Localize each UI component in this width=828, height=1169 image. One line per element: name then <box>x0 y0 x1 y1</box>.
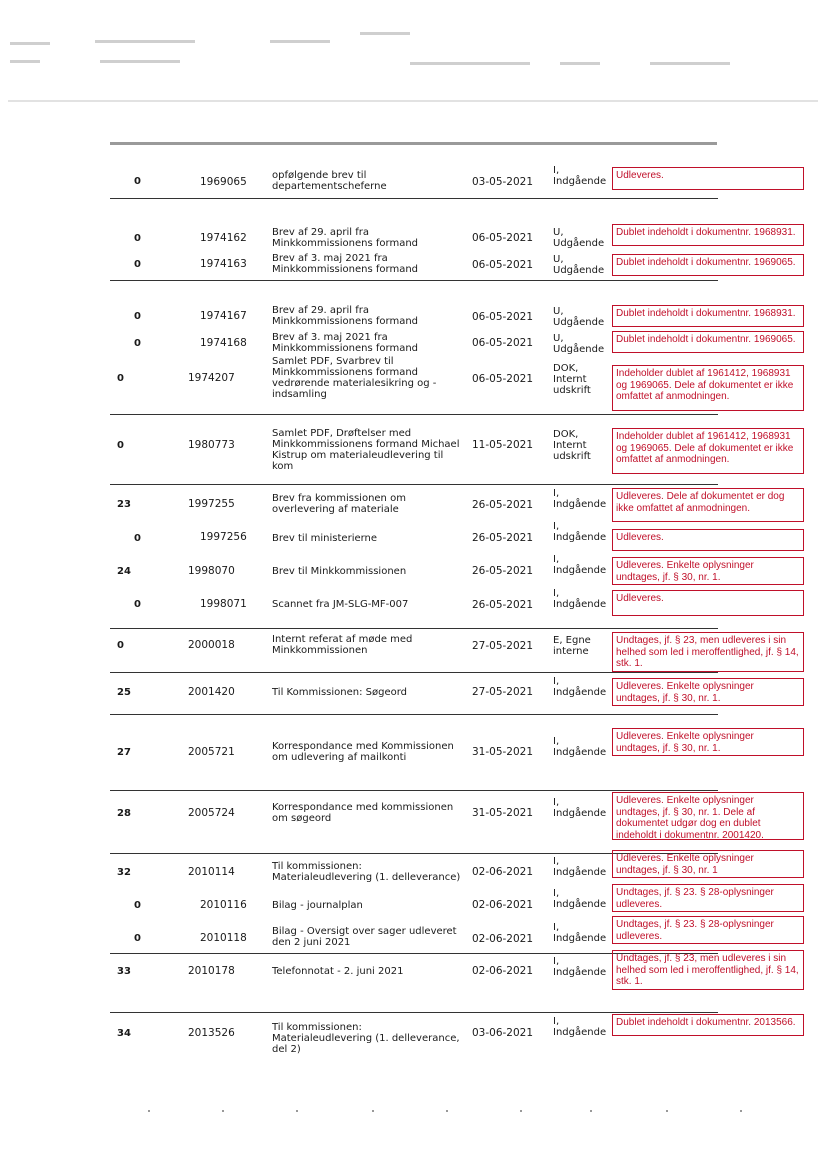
document-date: 02-06-2021 <box>472 866 534 878</box>
table-top-rule <box>110 142 717 145</box>
row-number: 0 <box>134 311 141 322</box>
row-separator <box>110 1012 718 1013</box>
disclosure-note: Udleveres. <box>612 529 804 551</box>
document-date: 26-05-2021 <box>472 532 534 544</box>
document-id: 2010114 <box>188 866 235 878</box>
disclosure-note: Dublet indeholdt i dokumentnr. 1969065. <box>612 331 804 353</box>
document-date: 03-05-2021 <box>472 176 534 188</box>
row-number: 0 <box>134 233 141 244</box>
row-number: 25 <box>117 687 131 698</box>
disclosure-note: Udleveres. Enkelte oplysninger undtages, jf. § 30, nr. 1. <box>612 678 804 706</box>
document-date: 27-05-2021 <box>472 686 534 698</box>
document-title: Telefonnotat - 2. juni 2021 <box>272 966 404 977</box>
document-date: 26-05-2021 <box>472 599 534 611</box>
document-id: 1974207 <box>188 372 235 384</box>
document-date: 06-05-2021 <box>472 232 534 244</box>
document-title: Korrespondance med Kommissionen om udlevering af mailkonti <box>272 741 454 763</box>
disclosure-note: Dublet indeholdt i dokumentnr. 2013566. <box>612 1014 804 1036</box>
row-number: 34 <box>117 1028 131 1039</box>
scan-dust <box>0 1110 828 1114</box>
row-number: 0 <box>134 533 141 544</box>
row-number: 0 <box>117 373 124 384</box>
disclosure-note: Udleveres. Enkelte oplysninger undtages, jf. § 30, nr. 1. Dele af dokumentet udgør dog en dublet indeholdt i dokumentnr. 2001420. <box>612 792 804 840</box>
document-date: 26-05-2021 <box>472 499 534 511</box>
row-number: 0 <box>134 259 141 270</box>
document-type: I, Indgående <box>553 1016 607 1038</box>
row-number: 0 <box>117 440 124 451</box>
disclosure-note: Undtages, jf. § 23, men udleveres i sin helhed som led i meroffentlighed, jf. § 14, stk. 1. <box>612 950 804 990</box>
disclosure-note: Udleveres. Enkelte oplysninger undtages, jf. § 30, nr. 1 <box>612 850 804 878</box>
document-id: 1980773 <box>188 439 235 451</box>
document-title: Korrespondance med kommissionen om søgeord <box>272 802 454 824</box>
document-id: 2010116 <box>200 899 247 911</box>
document-title: Til kommissionen: Materialeudlevering (1. delleverance) <box>272 861 461 883</box>
document-date: 02-06-2021 <box>472 965 534 977</box>
row-separator <box>110 198 718 199</box>
disclosure-note: Dublet indeholdt i dokumentnr. 1968931. <box>612 305 804 327</box>
document-title: Brev af 3. maj 2021 fra Minkkommissionens formand <box>272 332 419 354</box>
row-number: 32 <box>117 867 131 878</box>
document-type: I, Indgående <box>553 922 607 944</box>
document-id: 1997256 <box>200 531 247 543</box>
row-separator <box>110 714 718 715</box>
disclosure-note: Indeholder dublet af 1961412, 1968931 og 1969065. Dele af dokumentet er ikke omfattet af anmodningen. <box>612 428 804 474</box>
document-id: 2005721 <box>188 746 235 758</box>
document-id: 2010178 <box>188 965 235 977</box>
document-type: DOK, Internt udskrift <box>553 363 591 396</box>
document-id: 1998070 <box>188 565 235 577</box>
row-number: 23 <box>117 499 131 510</box>
document-type: I, Indgående <box>553 797 607 819</box>
document-date: 06-05-2021 <box>472 259 534 271</box>
document-id: 2001420 <box>188 686 235 698</box>
row-number: 0 <box>134 933 141 944</box>
document-date: 02-06-2021 <box>472 899 534 911</box>
row-separator <box>110 790 718 791</box>
document-id: 1997255 <box>188 498 235 510</box>
document-title: Bilag - Oversigt over sager udleveret den 2 juni 2021 <box>272 926 457 948</box>
document-title: Til Kommissionen: Søgeord <box>272 687 408 698</box>
row-separator <box>110 280 718 281</box>
document-type: I, Indgående <box>553 488 607 510</box>
document-title: opfølgende brev til departementscheferne <box>272 170 387 192</box>
document-title: Brev af 29. april fra Minkkommissionens formand <box>272 227 419 249</box>
document-type: I, Indgående <box>553 956 607 978</box>
document-type: DOK, Internt udskrift <box>553 429 591 462</box>
document-id: 1974162 <box>200 232 247 244</box>
document-title: Brev af 3. maj 2021 fra Minkkommissionens formand <box>272 253 419 275</box>
row-number: 27 <box>117 747 131 758</box>
row-number: 0 <box>117 640 124 651</box>
row-number: 28 <box>117 808 131 819</box>
document-title: Til kommissionen: Materialeudlevering (1. delleverance, del 2) <box>272 1022 460 1055</box>
document-type: I, Indgående <box>553 736 607 758</box>
document-type: I, Indgående <box>553 888 607 910</box>
document-title: Brev fra kommissionen om overlevering af materiale <box>272 493 406 515</box>
document-id: 1974167 <box>200 310 247 322</box>
document-id: 1974163 <box>200 258 247 270</box>
disclosure-note: Udleveres. <box>612 167 804 190</box>
document-type: I, Indgående <box>553 588 607 610</box>
document-type: I, Indgående <box>553 521 607 543</box>
document-id: 2000018 <box>188 639 235 651</box>
document-date: 31-05-2021 <box>472 746 534 758</box>
document-title: Brev til Minkkommissionen <box>272 566 407 577</box>
document-date: 11-05-2021 <box>472 439 534 451</box>
document-title: Scannet fra JM-SLG-MF-007 <box>272 599 409 610</box>
document-id: 1969065 <box>200 176 247 188</box>
document-type: I, Indgående <box>553 676 607 698</box>
document-title: Samlet PDF, Svarbrev til Minkkommissionens formand vedrørende materialesikring og -indsamling <box>272 356 437 400</box>
document-type: U, Udgående <box>553 254 605 276</box>
row-separator <box>110 414 718 415</box>
document-date: 06-05-2021 <box>472 311 534 323</box>
document-title: Brev til ministerierne <box>272 533 378 544</box>
document-id: 2013526 <box>188 1027 235 1039</box>
document-id: 2005724 <box>188 807 235 819</box>
document-type: U, Udgående <box>553 227 605 249</box>
disclosure-note: Udleveres. Enkelte oplysninger undtages, jf. § 30, nr. 1. <box>612 557 804 585</box>
document-type: I, Indgående <box>553 165 607 187</box>
row-separator <box>110 484 718 485</box>
disclosure-note: Udleveres. <box>612 590 804 616</box>
document-type: I, Indgående <box>553 554 607 576</box>
document-title: Internt referat af møde med Minkkommissionen <box>272 634 413 656</box>
document-date: 27-05-2021 <box>472 640 534 652</box>
document-date: 26-05-2021 <box>472 565 534 577</box>
row-number: 0 <box>134 338 141 349</box>
row-separator <box>110 672 718 673</box>
document-type: U, Udgående <box>553 306 605 328</box>
document-id: 2010118 <box>200 932 247 944</box>
disclosure-note: Undtages, jf. § 23, men udleveres i sin helhed som led i meroffentlighed, jf. § 14, stk. 1. <box>612 632 804 672</box>
disclosure-note: Indeholder dublet af 1961412, 1968931 og 1969065. Dele af dokumentet er ikke omfattet af anmodningen. <box>612 365 804 411</box>
document-date: 03-06-2021 <box>472 1027 534 1039</box>
document-title: Brev af 29. april fra Minkkommissionens formand <box>272 305 419 327</box>
disclosure-note: Udleveres. Dele af dokumentet er dog ikke omfattet af anmodningen. <box>612 488 804 522</box>
row-number: 0 <box>134 599 141 610</box>
disclosure-note: Undtages, jf. § 23. § 28-oplysninger udleveres. <box>612 884 804 912</box>
document-date: 31-05-2021 <box>472 807 534 819</box>
document-type: U, Udgående <box>553 333 605 355</box>
disclosure-note: Undtages, jf. § 23. § 28-oplysninger udleveres. <box>612 916 804 944</box>
document-title: Bilag - journalplan <box>272 900 363 911</box>
document-date: 06-05-2021 <box>472 373 534 385</box>
row-number: 24 <box>117 566 131 577</box>
document-type: I, Indgående <box>553 856 607 878</box>
row-number: 0 <box>134 176 141 187</box>
document-title: Samlet PDF, Drøftelser med Minkkommissionens formand Michael Kistrup om materialeudlevering til kom <box>272 428 460 472</box>
disclosure-note: Dublet indeholdt i dokumentnr. 1968931. <box>612 224 804 246</box>
row-number: 33 <box>117 966 131 977</box>
row-separator <box>110 628 718 629</box>
disclosure-note: Dublet indeholdt i dokumentnr. 1969065. <box>612 254 804 276</box>
row-number: 0 <box>134 900 141 911</box>
document-type: E, Egne interne <box>553 635 591 657</box>
document-id: 1998071 <box>200 598 247 610</box>
disclosure-note: Udleveres. Enkelte oplysninger undtages, jf. § 30, nr. 1. <box>612 728 804 756</box>
document-id: 1974168 <box>200 337 247 349</box>
document-date: 02-06-2021 <box>472 933 534 945</box>
document-date: 06-05-2021 <box>472 337 534 349</box>
scanned-header-noise <box>0 0 828 130</box>
